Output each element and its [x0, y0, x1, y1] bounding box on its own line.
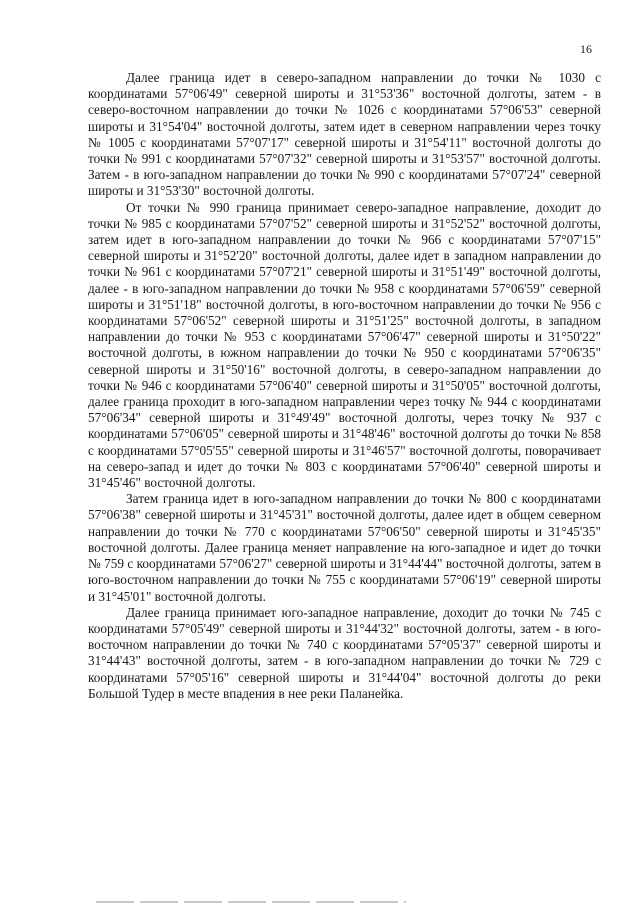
page-number: 16	[580, 42, 592, 56]
scan-edge-artifact	[96, 901, 406, 903]
paragraph-2: От точки № 990 граница принимает северо-западное направление, доходит до точки № 985 с координатами 57°07'52" северной широты и 31°52'52" восточной долготы, затем идет в юго-западном направлении до точки № 966 с координатами 57°07'15" северной широты и 31°52'20" восточной долготы, далее идет в западном направлении до точки № 961 с координатами 57°07'21" северной широты и 31°51'49" восточной долготы, далее - в юго-западном направлении до точки № 958 с координатами 57°06'59" северной широты и 31°51'18" восточной долготы, в юго-восточном направлении до точки № 956 с координатами 57°06'52" северной широты и 31°51'25" восточной долготы, в западном направлении до точки № 953 с координатами 57°06'47" северной широты и 31°50'22" восточной долготы, в южном направлении до точки № 950 с координатами 57°06'35" северной широты и 31°50'16" восточной долготы, в северо-западном направлении до точки № 946 с координатами 57°06'40" северной широты и 31°50'05" восточной долготы, далее граница проходит в юго-западном направлении через точку № 944 с координатами 57°06'34" северной широты и 31°49'49" восточной долготы, через точку № 937 с координатами 57°06'05" северной широты и 31°48'46" восточной долготы до точки № 858 с координатами 57°05'55" северной широты и 31°46'57" восточной долготы, поворачивает на северо-запад и идет до точки № 803 с координатами 57°06'40" северной широты и 31°45'46" восточной долготы.	[88, 199, 601, 491]
paragraph-3: Затем граница идет в юго-западном направлении до точки № 800 с координатами 57°06'38" северной широты и 31°45'31" восточной долготы, далее идет в общем северном направлении до точки № 770 с координатами 57°06'50" северной широты и 31°45'35" восточной долготы. Далее граница меняет направление на юго-западное и идет до точки № 759 с координатами 57°06'27" северной широты и 31°44'44" восточной долготы, затем в юго-восточном направлении до точки № 755 с координатами 57°06'19" северной широты и 31°45'01" восточной долготы.	[88, 491, 601, 604]
paragraph-4: Далее граница принимает юго-западное направление, доходит до точки № 745 с координатами 57°05'49" северной широты и 31°44'32" восточной долготы, затем - в юго-восточном направлении до точки № 740 с координатами 57°05'37" северной широты и 31°44'43" восточной долготы, затем - в юго-западном направлении до точки № 729 с координатами 57°05'16" северной широты и 31°44'04" восточной долготы до реки Большой Тудер в месте впадения в нее реки Паланейка.	[88, 604, 601, 701]
body-text	[88, 70, 601, 702]
paragraph-1: Далее граница идет в северо-западном направлении до точки № 1030 с координатами 57°06'49" северной широты и 31°53'36" восточной долготы, затем - в северо-восточном направлении до точки № 1026 с координатами 57°06'53" северной широты и 31°54'04" восточной долготы, затем идет в северном направлении через точку № 1005 с координатами 57°07'17" северной широты и 31°54'11" восточной долготы до точки № 991 с координатами 57°07'32" северной широты и 31°53'57" восточной долготы. Затем - в юго-западном направлении до точки № 990 с координатами 57°07'24" северной широты и 31°53'30" восточной долготы.	[88, 70, 601, 199]
